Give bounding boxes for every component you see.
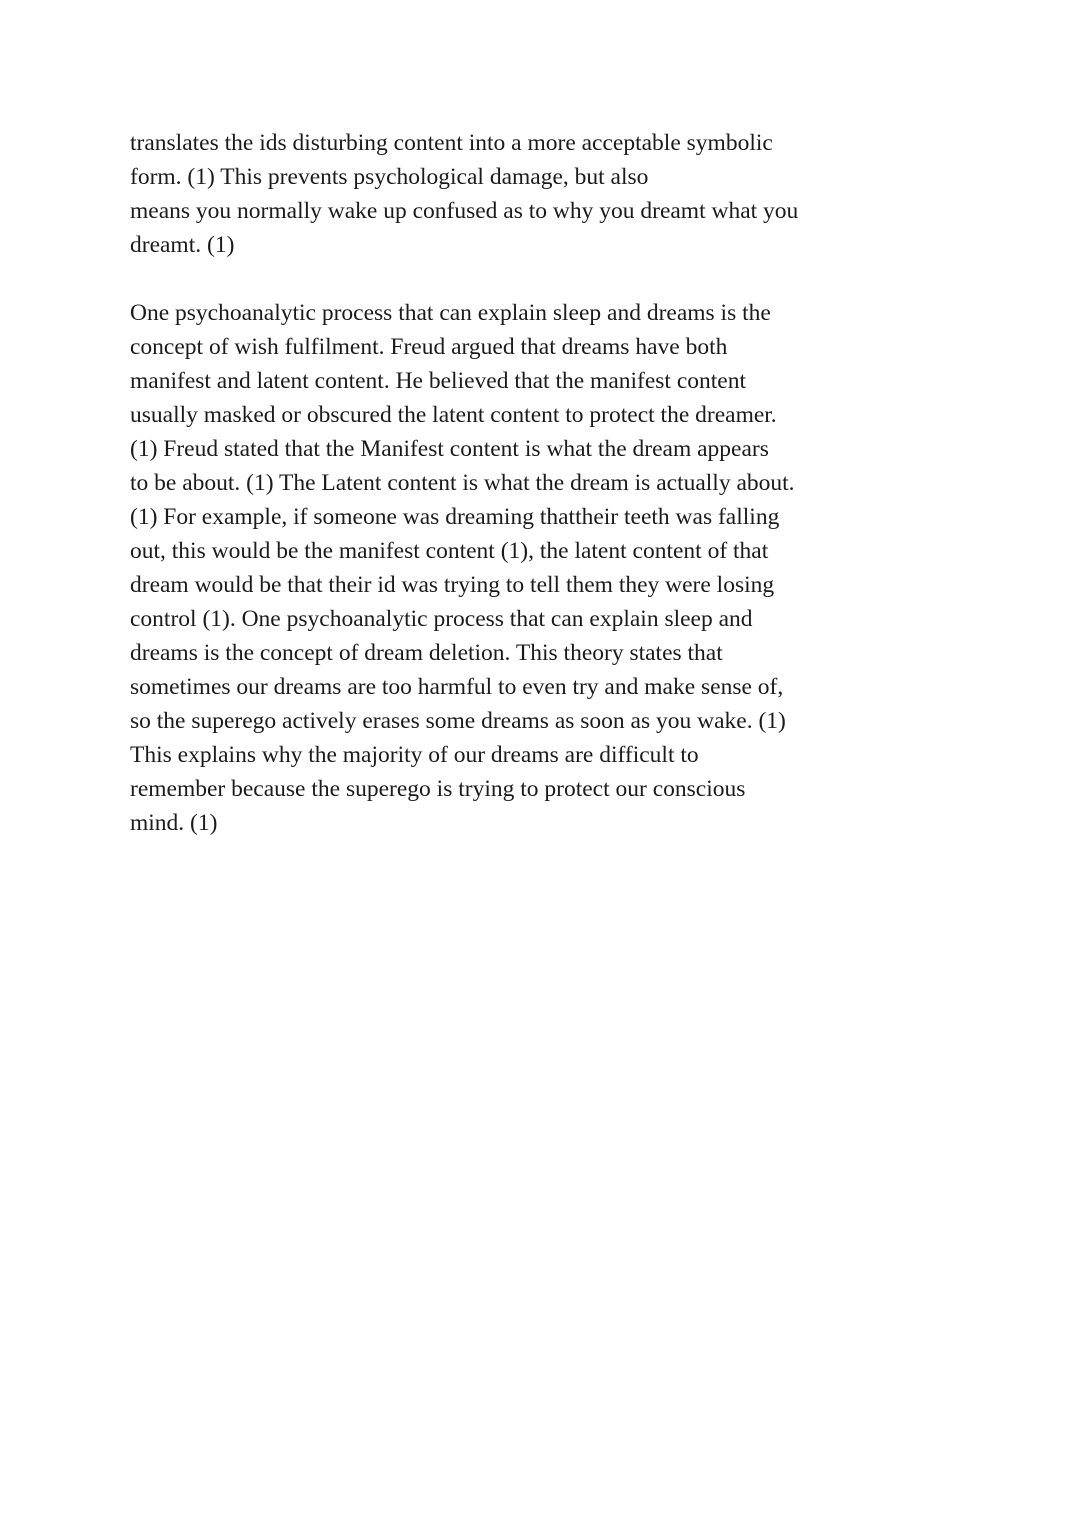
text-line: out, this would be the manifest content (1), the latent content of that: [130, 538, 769, 564]
text-line: (1) For example, if someone was dreaming thattheir teeth was falling: [130, 504, 780, 530]
text-line: control (1). One psychoanalytic process that can explain sleep and: [130, 606, 753, 632]
text-line: mind. (1): [130, 810, 218, 836]
text-line: dream would be that their id was trying to tell them they were losing: [130, 572, 775, 598]
text-line: sometimes our dreams are too harmful to even try and make sense of,: [130, 674, 784, 700]
text-line: This explains why the majority of our dreams are difficult to: [130, 742, 699, 768]
text-line: concept of wish fulfilment. Freud argued that dreams have both: [130, 334, 728, 360]
text-line: remember because the superego is trying to protect our conscious: [130, 776, 746, 802]
text-line: usually masked or obscured the latent content to protect the dreamer.: [130, 402, 777, 428]
text-line: means you normally wake up confused as to why you dreamt what you: [130, 198, 799, 224]
text-line: dreamt. (1): [130, 232, 235, 258]
text-line: translates the ids disturbing content into a more acceptable symbolic: [130, 130, 773, 156]
text-line: so the superego actively erases some dreams as soon as you wake. (1): [130, 708, 786, 734]
text-line: form. (1) This prevents psychological damage, but also: [130, 164, 649, 190]
paragraph-1: [130, 126, 990, 262]
text-line: One psychoanalytic process that can explain sleep and dreams is the: [130, 300, 771, 326]
paragraph-2: [130, 296, 990, 840]
document-body: [130, 126, 990, 874]
text-line: manifest and latent content. He believed that the manifest content: [130, 368, 747, 394]
text-line: dreams is the concept of dream deletion. This theory states that: [130, 640, 723, 666]
text-line: to be about. (1) The Latent content is what the dream is actually about.: [130, 470, 795, 496]
text-line: (1) Freud stated that the Manifest content is what the dream appears: [130, 436, 769, 462]
